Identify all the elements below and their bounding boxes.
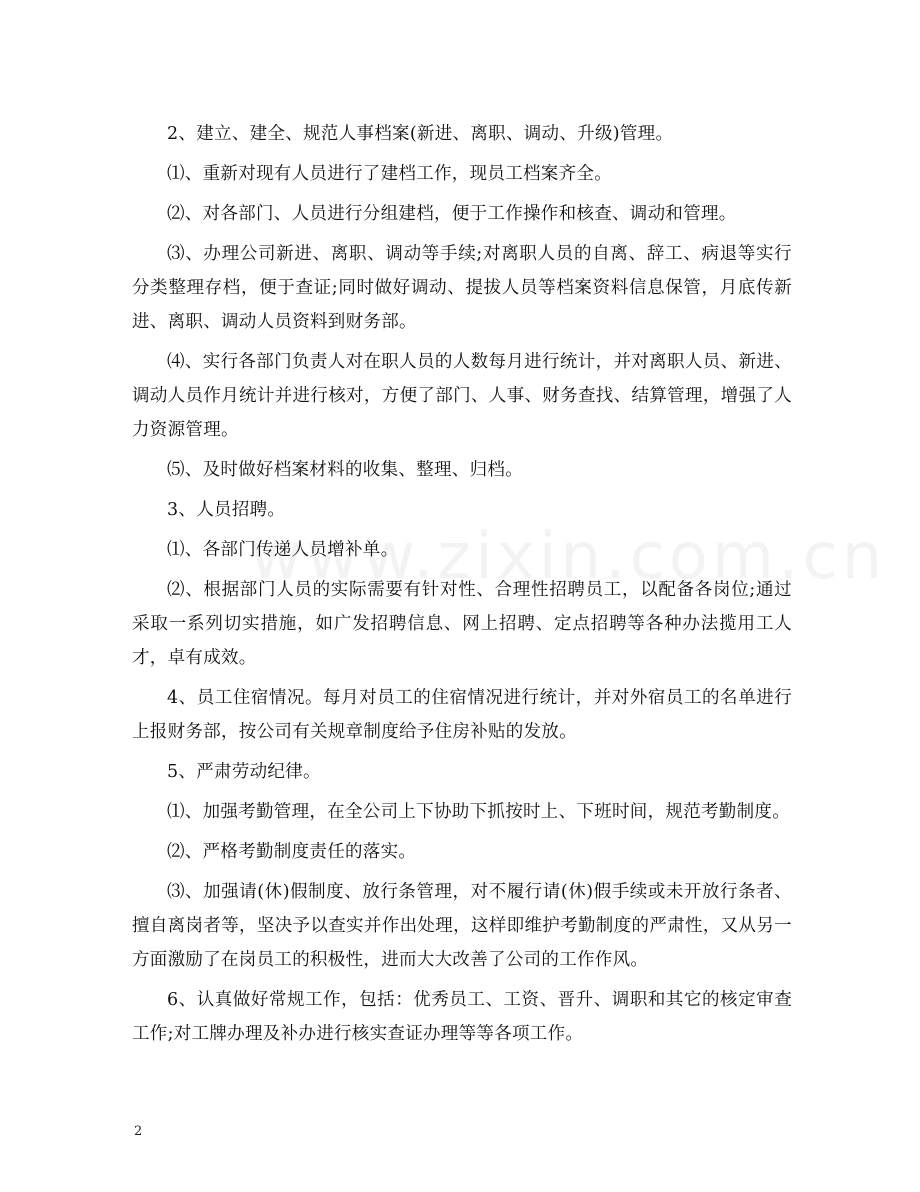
paragraph: ⑴、各部门传递人员增补单。 xyxy=(167,540,399,560)
paragraph: ⑵、对各部门、人员进行分组建档，便于工作操作和核查、调动和管理。 xyxy=(167,204,737,224)
paragraph: ⑷、实行各部门负责人对在职人员的人数每月进行统计，并对离职人员、新进、调动人员作月统计并进行核对，方便了部门、人事、财务查找、结算管理，增强了人力资源管理。 xyxy=(132,352,792,440)
paragraph: 5、严肃劳动纪律。 xyxy=(167,762,321,782)
page-number: 2 xyxy=(134,1124,143,1139)
paragraph: 4、员工住宿情况。每月对员工的住宿情况进行统计，并对外宿员工的名单进行上报财务部，按公司有关规章制度给予住房补贴的发放。 xyxy=(132,688,792,742)
paragraph: ⑴、重新对现有人员进行了建档工作，现员工档案齐全。 xyxy=(167,164,612,184)
paragraph: ⑶、办理公司新进、离职、调动等手续;对离职人员的自离、辞工、病退等实行分类整理存档，便于查证;同时做好调动、提拔人员等档案资料信息保管，月底传新进、离职、调动人员资料到财务部。 xyxy=(132,244,792,332)
paragraph: ⑸、及时做好档案材料的收集、整理、归档。 xyxy=(167,460,523,480)
paragraph: ⑵、严格考勤制度责任的落实。 xyxy=(167,842,417,862)
paragraph: ⑵、根据部门人员的实际需要有针对性、合理性招聘员工，以配备各岗位;通过采取一系列切实措施，如广发招聘信息、网上招聘、定点招聘等各种办法揽用工人才，卓有成效。 xyxy=(132,580,792,668)
paragraph: 2、建立、建全、规范人事档案(新进、离职、调动、升级)管理。 xyxy=(167,124,674,144)
paragraph: 3、人员招聘。 xyxy=(167,500,286,520)
paragraph: ⑶、加强请(休)假制度、放行条管理，对不履行请(休)假手续或未开放行条者、擅自离岗者等，坚决予以查实并作出处理，这样即维护考勤制度的严肃性，又从另一方面激励了在岗员工的积极性，进而大大改善了公司的工作作风。 xyxy=(132,882,792,970)
document-body xyxy=(132,117,792,1057)
paragraph: ⑴、加强考勤管理，在全公司上下协助下抓按时上、下班时间，规范考勤制度。 xyxy=(167,802,790,822)
paragraph: 6、认真做好常规工作，包括：优秀员工、工资、晋升、调职和其它的核定审查工作;对工牌办理及补办进行核实查证办理等等各项工作。 xyxy=(132,990,792,1044)
